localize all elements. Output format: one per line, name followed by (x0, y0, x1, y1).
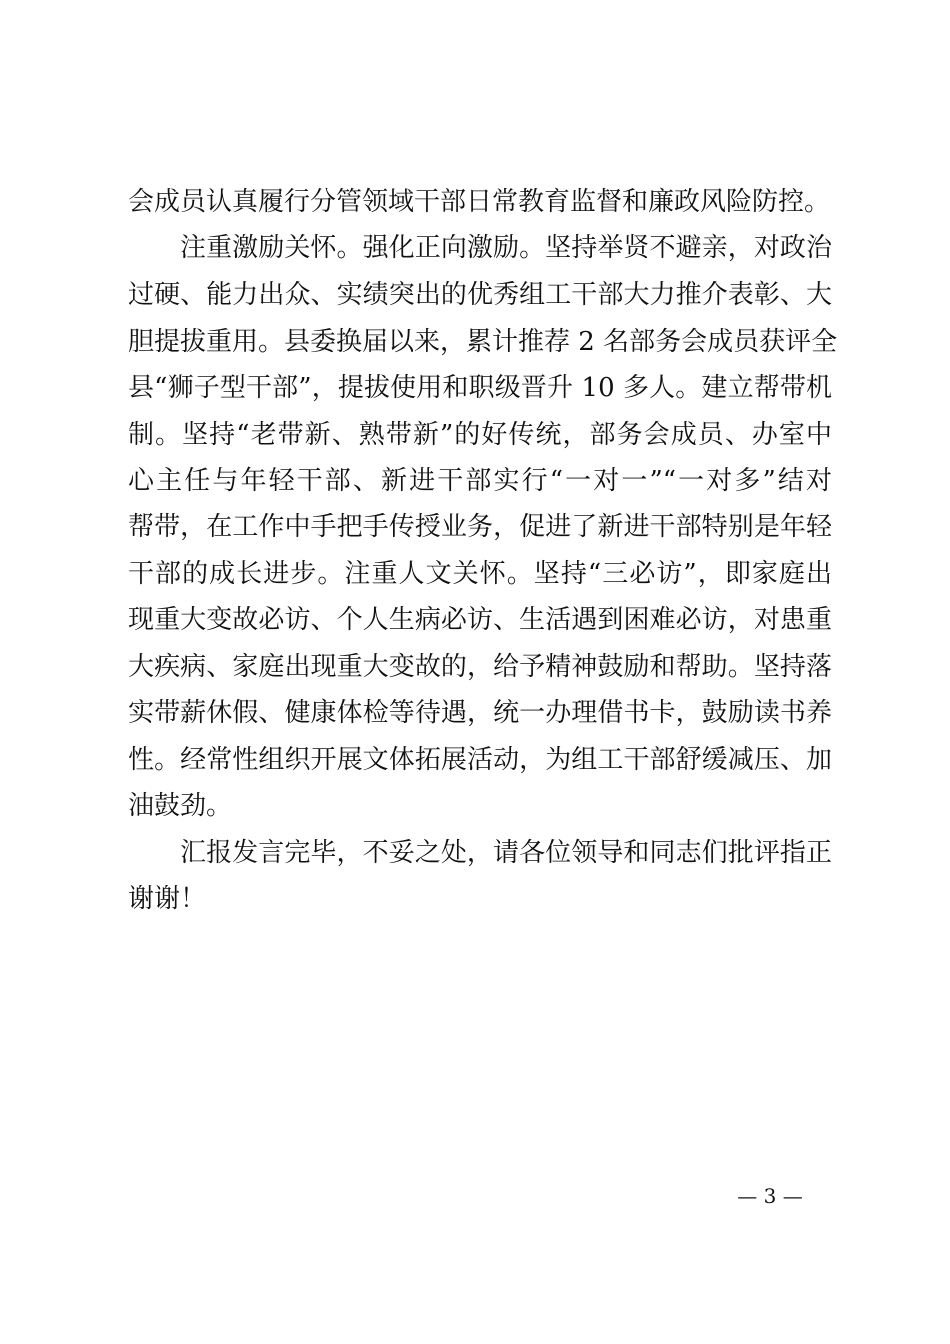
text-line-16: 谢谢！ (128, 884, 207, 914)
text-line-6: 制。坚持“老带新、熟带新”的好传统，部务会成员、办室中 (128, 420, 832, 450)
text-line-10: 现重大变故必访、个人生病必访、生活遇到困难必访，对患重 (128, 605, 832, 635)
text-line-11: 大疾病、家庭出现重大变故的，给予精神鼓励和帮助。坚持落 (128, 652, 832, 682)
text-line-3: 过硬、能力出众、实绩突出的优秀组工干部大力推介表彰、大 (128, 280, 832, 310)
text-line-13: 性。经常性组织开展文体拓展活动，为组工干部舒缓减压、加 (128, 745, 832, 775)
text-line-1: 会成员认真履行分管领域干部日常教育监督和廉政风险防控。 (128, 187, 831, 217)
text-line-14: 油鼓劲。 (128, 791, 233, 821)
text-line-2: 注重激励关怀。强化正向激励。坚持举贤不避亲，对政治 (180, 233, 832, 263)
text-line-5: 县“狮子型干部”，提拔使用和职级晋升 10 多人。建立帮带机 (128, 373, 832, 403)
text-line-9: 干部的成长进步。注重人文关怀。坚持“三必访”，即家庭出 (128, 559, 832, 589)
text-line-7: 心主任与年轻干部、新进干部实行“一对一”“一对多”结对 (128, 466, 832, 496)
text-line-8: 帮带，在工作中手把手传授业务，促进了新进干部特别是年轻 (128, 512, 832, 542)
text-line-15: 汇报发言完毕，不妥之处，请各位领导和同志们批评指正 (180, 838, 832, 868)
text-line-4: 胆提拔重用。县委换届以来，累计推荐 2 名部务会成员获评全 (128, 327, 838, 357)
page-number: — 3 — (737, 1184, 803, 1208)
text-line-12: 实带薪休假、健康体检等待遇，统一办理借书卡，鼓励读书养 (128, 698, 832, 728)
